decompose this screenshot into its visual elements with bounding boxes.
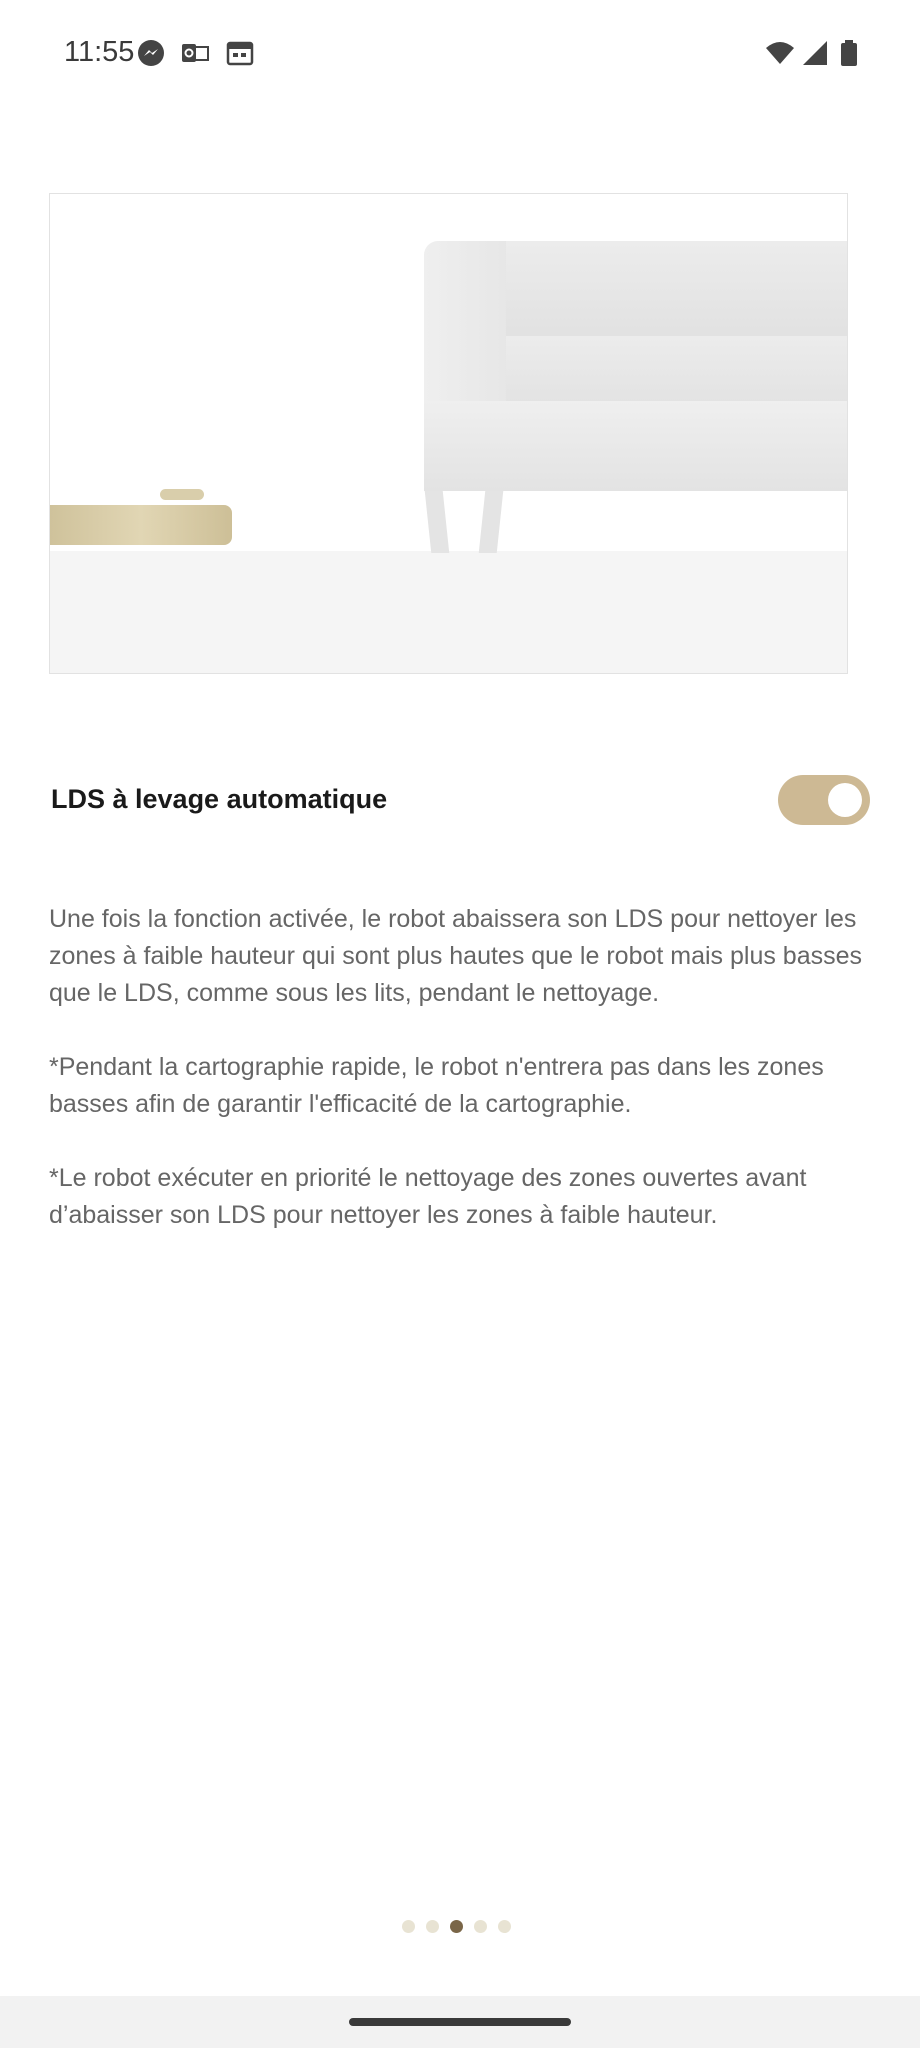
page-dot[interactable] <box>474 1920 487 1933</box>
lds-illustration <box>49 193 848 674</box>
home-gesture-handle[interactable] <box>349 2018 571 2026</box>
page-dot-active[interactable] <box>450 1920 463 1933</box>
page-indicator <box>402 1920 511 1934</box>
system-nav-bar <box>0 1996 920 2048</box>
page-dot[interactable] <box>426 1920 439 1933</box>
sofa-cushion <box>506 336 848 402</box>
cellular-signal-icon <box>800 38 830 68</box>
wifi-icon <box>765 38 795 68</box>
toggle-knob <box>828 783 862 817</box>
status-time: 11:55 <box>64 36 135 68</box>
description-paragraph: Une fois la fonction activée, le robot abaissera son LDS pour nettoyer les zones à faible hauteur qui sont plus hautes que le robot mais plus basses que le LDS, comme sous les lits, pendant le nettoyage. <box>49 905 863 1007</box>
battery-icon <box>834 38 864 68</box>
floor <box>50 551 847 674</box>
note-cleaning-priority: *Le robot exécuter en priorité le nettoyage des zones ouvertes avant d’abaisser son LDS pour nettoyer les zones à faible hauteur. <box>49 1164 807 1229</box>
page-dot[interactable] <box>498 1920 511 1933</box>
auto-lift-lds-setting <box>51 770 871 830</box>
outlook-icon <box>180 38 210 68</box>
page-dot[interactable] <box>402 1920 415 1933</box>
messenger-icon <box>136 38 166 68</box>
status-bar <box>0 0 920 110</box>
sofa-leg <box>425 491 450 553</box>
setting-title: LDS à levage automatique <box>51 784 388 814</box>
note-quick-mapping: *Pendant la cartographie rapide, le robot n'entrera pas dans les zones basses afin de garantir l'efficacité de la cartographie. <box>49 1053 824 1118</box>
sofa-leg <box>479 491 504 553</box>
sofa-arm <box>424 241 512 406</box>
robot-lds-turret <box>160 489 204 500</box>
sofa-back <box>506 241 848 341</box>
sofa-base <box>424 401 848 491</box>
robot-vacuum <box>50 505 232 545</box>
calendar-icon <box>225 38 255 68</box>
auto-lift-lds-toggle[interactable] <box>778 775 870 825</box>
